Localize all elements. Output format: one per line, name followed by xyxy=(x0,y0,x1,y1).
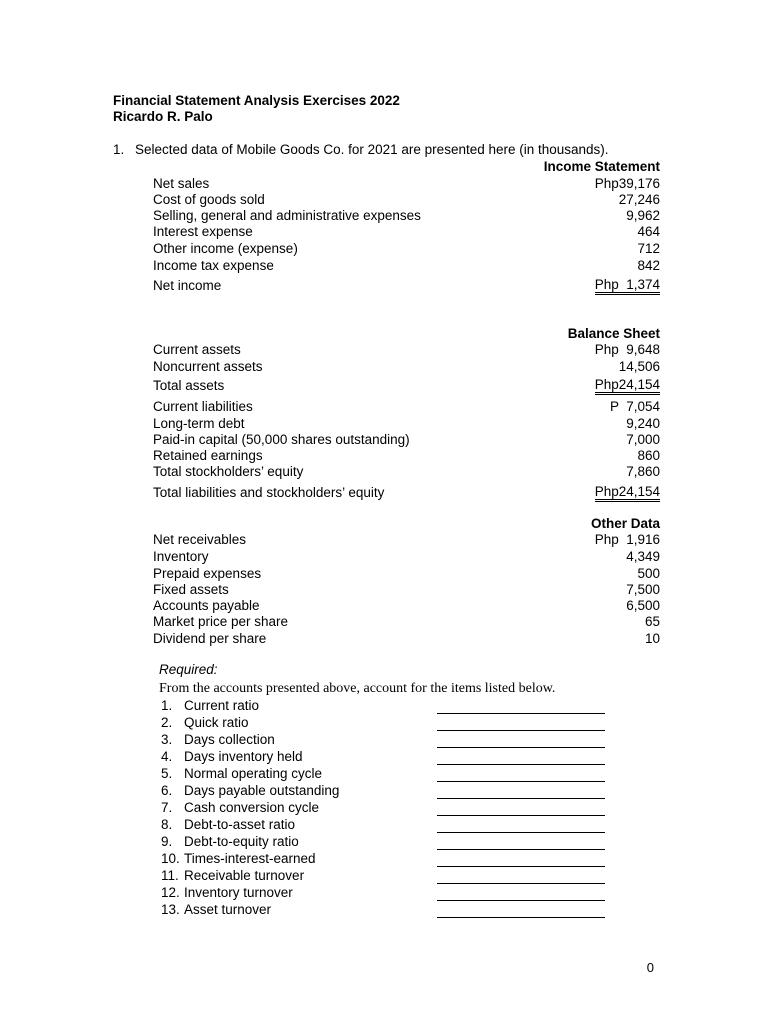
income-row xyxy=(153,192,660,208)
row-label: Market price per share xyxy=(153,614,289,629)
problem-number: 1. xyxy=(113,142,125,157)
row-value: 7,500 xyxy=(626,582,660,597)
required-item xyxy=(161,799,319,816)
row-value: 9,962 xyxy=(626,208,660,223)
required-item xyxy=(161,816,295,833)
row-label: Noncurrent assets xyxy=(153,359,263,374)
row-value: 842 xyxy=(637,258,660,273)
row-value: 7,000 xyxy=(626,432,660,447)
item-number: 9. xyxy=(161,834,173,849)
answer-blank[interactable] xyxy=(437,713,605,714)
row-label: Long-term debt xyxy=(153,416,245,431)
row-value: 10 xyxy=(644,631,660,646)
row-value: 712 xyxy=(637,241,660,256)
row-value: 27,246 xyxy=(618,192,660,207)
balance-row xyxy=(153,399,660,415)
item-label: Inventory turnover xyxy=(184,885,293,900)
row-label: Accounts payable xyxy=(153,598,260,613)
document-header xyxy=(113,93,400,125)
other-data-row xyxy=(153,582,660,598)
answer-blank[interactable] xyxy=(437,917,605,918)
row-label: Total assets xyxy=(153,378,225,393)
row-label: Inventory xyxy=(153,549,209,564)
required-heading: Required: xyxy=(159,662,218,677)
row-label: Net income xyxy=(153,278,222,293)
row-value: 4,349 xyxy=(626,549,660,564)
row-label: Net sales xyxy=(153,176,210,191)
document-author: Ricardo R. Palo xyxy=(113,109,213,124)
income-row xyxy=(153,224,660,240)
item-number: 3. xyxy=(161,732,173,747)
row-label: Current liabilities xyxy=(153,399,253,414)
other-data-row xyxy=(153,598,660,614)
answer-blank[interactable] xyxy=(437,815,605,816)
required-item xyxy=(161,867,304,884)
required-item xyxy=(161,731,275,748)
answer-blank[interactable] xyxy=(437,883,605,884)
row-label: Paid-in capital (50,000 shares outstanding) xyxy=(153,432,410,447)
answer-blank[interactable] xyxy=(437,747,605,748)
item-label: Days inventory held xyxy=(184,749,303,764)
income-row-total xyxy=(153,278,660,294)
item-label: Asset turnover xyxy=(184,902,272,917)
balance-row xyxy=(153,416,660,432)
row-label: Interest expense xyxy=(153,224,253,239)
answer-blank[interactable] xyxy=(437,730,605,731)
row-value: Php39,176 xyxy=(594,176,660,191)
item-number: 10. xyxy=(161,851,180,866)
income-row xyxy=(153,258,660,274)
row-value: 6,500 xyxy=(626,598,660,613)
balance-row-total xyxy=(153,378,660,394)
row-label: Selling, general and administrative expenses xyxy=(153,208,421,223)
row-value: 9,240 xyxy=(626,416,660,431)
required-item xyxy=(161,714,249,731)
required-item xyxy=(161,765,322,782)
other-data-title: Other Data xyxy=(590,516,660,531)
item-number: 11. xyxy=(161,868,179,883)
row-value: 65 xyxy=(644,614,660,629)
document-title: Financial Statement Analysis Exercises 2022 xyxy=(113,93,400,108)
answer-blank[interactable] xyxy=(437,781,605,782)
item-number: 12. xyxy=(161,885,180,900)
required-item xyxy=(161,850,316,867)
row-value: Php 1,916 xyxy=(594,532,660,547)
required-item xyxy=(161,901,271,918)
problem-text: Selected data of Mobile Goods Co. for 2021 are presented here (in thousands). xyxy=(135,142,609,157)
income-row xyxy=(153,176,660,192)
row-value: Php24,154 xyxy=(595,378,660,395)
row-label: Retained earnings xyxy=(153,448,263,463)
row-value: Php 9,648 xyxy=(594,342,660,357)
row-value: 500 xyxy=(637,566,660,581)
item-label: Normal operating cycle xyxy=(184,766,323,781)
row-label: Net receivables xyxy=(153,532,247,547)
item-number: 4. xyxy=(161,749,173,764)
balance-row xyxy=(153,464,660,480)
other-data-row xyxy=(153,614,660,630)
item-number: 8. xyxy=(161,817,173,832)
item-number: 13. xyxy=(161,902,180,917)
other-data-row xyxy=(153,532,660,548)
income-statement-title: Income Statement xyxy=(543,159,660,174)
income-row xyxy=(153,241,660,257)
row-label: Dividend per share xyxy=(153,631,267,646)
row-label: Other income (expense) xyxy=(153,241,298,256)
item-number: 1. xyxy=(161,698,173,713)
balance-row xyxy=(153,432,660,448)
row-label: Total stockholders’ equity xyxy=(153,464,304,479)
required-item xyxy=(161,884,293,901)
required-instruction: From the accounts presented above, account for the items listed below. xyxy=(159,681,556,696)
item-label: Debt-to-equity ratio xyxy=(184,834,299,849)
balance-row xyxy=(153,342,660,358)
row-value: 14,506 xyxy=(618,359,660,374)
row-label: Cost of goods sold xyxy=(153,192,265,207)
item-label: Quick ratio xyxy=(184,715,249,730)
answer-blank[interactable] xyxy=(437,900,605,901)
row-label: Prepaid expenses xyxy=(153,566,262,581)
row-value: Php24,154 xyxy=(595,485,660,502)
other-data-row xyxy=(153,549,660,565)
row-label: Fixed assets xyxy=(153,582,229,597)
row-value: Php 1,374 xyxy=(595,278,660,295)
item-number: 6. xyxy=(161,783,173,798)
item-label: Days payable outstanding xyxy=(184,783,340,798)
required-item xyxy=(161,748,303,765)
item-number: 7. xyxy=(161,800,173,815)
answer-blank[interactable] xyxy=(437,832,605,833)
row-value: 464 xyxy=(637,224,660,239)
balance-sheet-title: Balance Sheet xyxy=(567,326,660,341)
required-item xyxy=(161,697,259,714)
item-label: Cash conversion cycle xyxy=(184,800,320,815)
income-row xyxy=(153,208,660,224)
balance-row-total xyxy=(153,485,660,501)
item-label: Times-interest-earned xyxy=(184,851,316,866)
required-item xyxy=(161,782,339,799)
answer-blank[interactable] xyxy=(437,798,605,799)
problem-intro xyxy=(113,142,609,158)
item-label: Days collection xyxy=(184,732,275,747)
row-value: P 7,054 xyxy=(609,399,660,414)
answer-blank[interactable] xyxy=(437,866,605,867)
answer-blank[interactable] xyxy=(437,764,605,765)
required-item xyxy=(161,833,299,850)
page-number: 0 xyxy=(646,960,654,975)
row-label: Income tax expense xyxy=(153,258,274,273)
answer-blank[interactable] xyxy=(437,849,605,850)
item-number: 5. xyxy=(161,766,173,781)
item-number: 2. xyxy=(161,715,173,730)
item-label: Receivable turnover xyxy=(184,868,305,883)
other-data-row xyxy=(153,566,660,582)
row-label: Total liabilities and stockholders’ equity xyxy=(153,485,385,500)
item-label: Debt-to-asset ratio xyxy=(184,817,296,832)
item-label: Current ratio xyxy=(184,698,260,713)
other-data-row xyxy=(153,631,660,647)
row-value: 860 xyxy=(637,448,660,463)
row-label: Current assets xyxy=(153,342,241,357)
balance-row xyxy=(153,359,660,375)
row-value: 7,860 xyxy=(626,464,660,479)
balance-row xyxy=(153,448,660,464)
